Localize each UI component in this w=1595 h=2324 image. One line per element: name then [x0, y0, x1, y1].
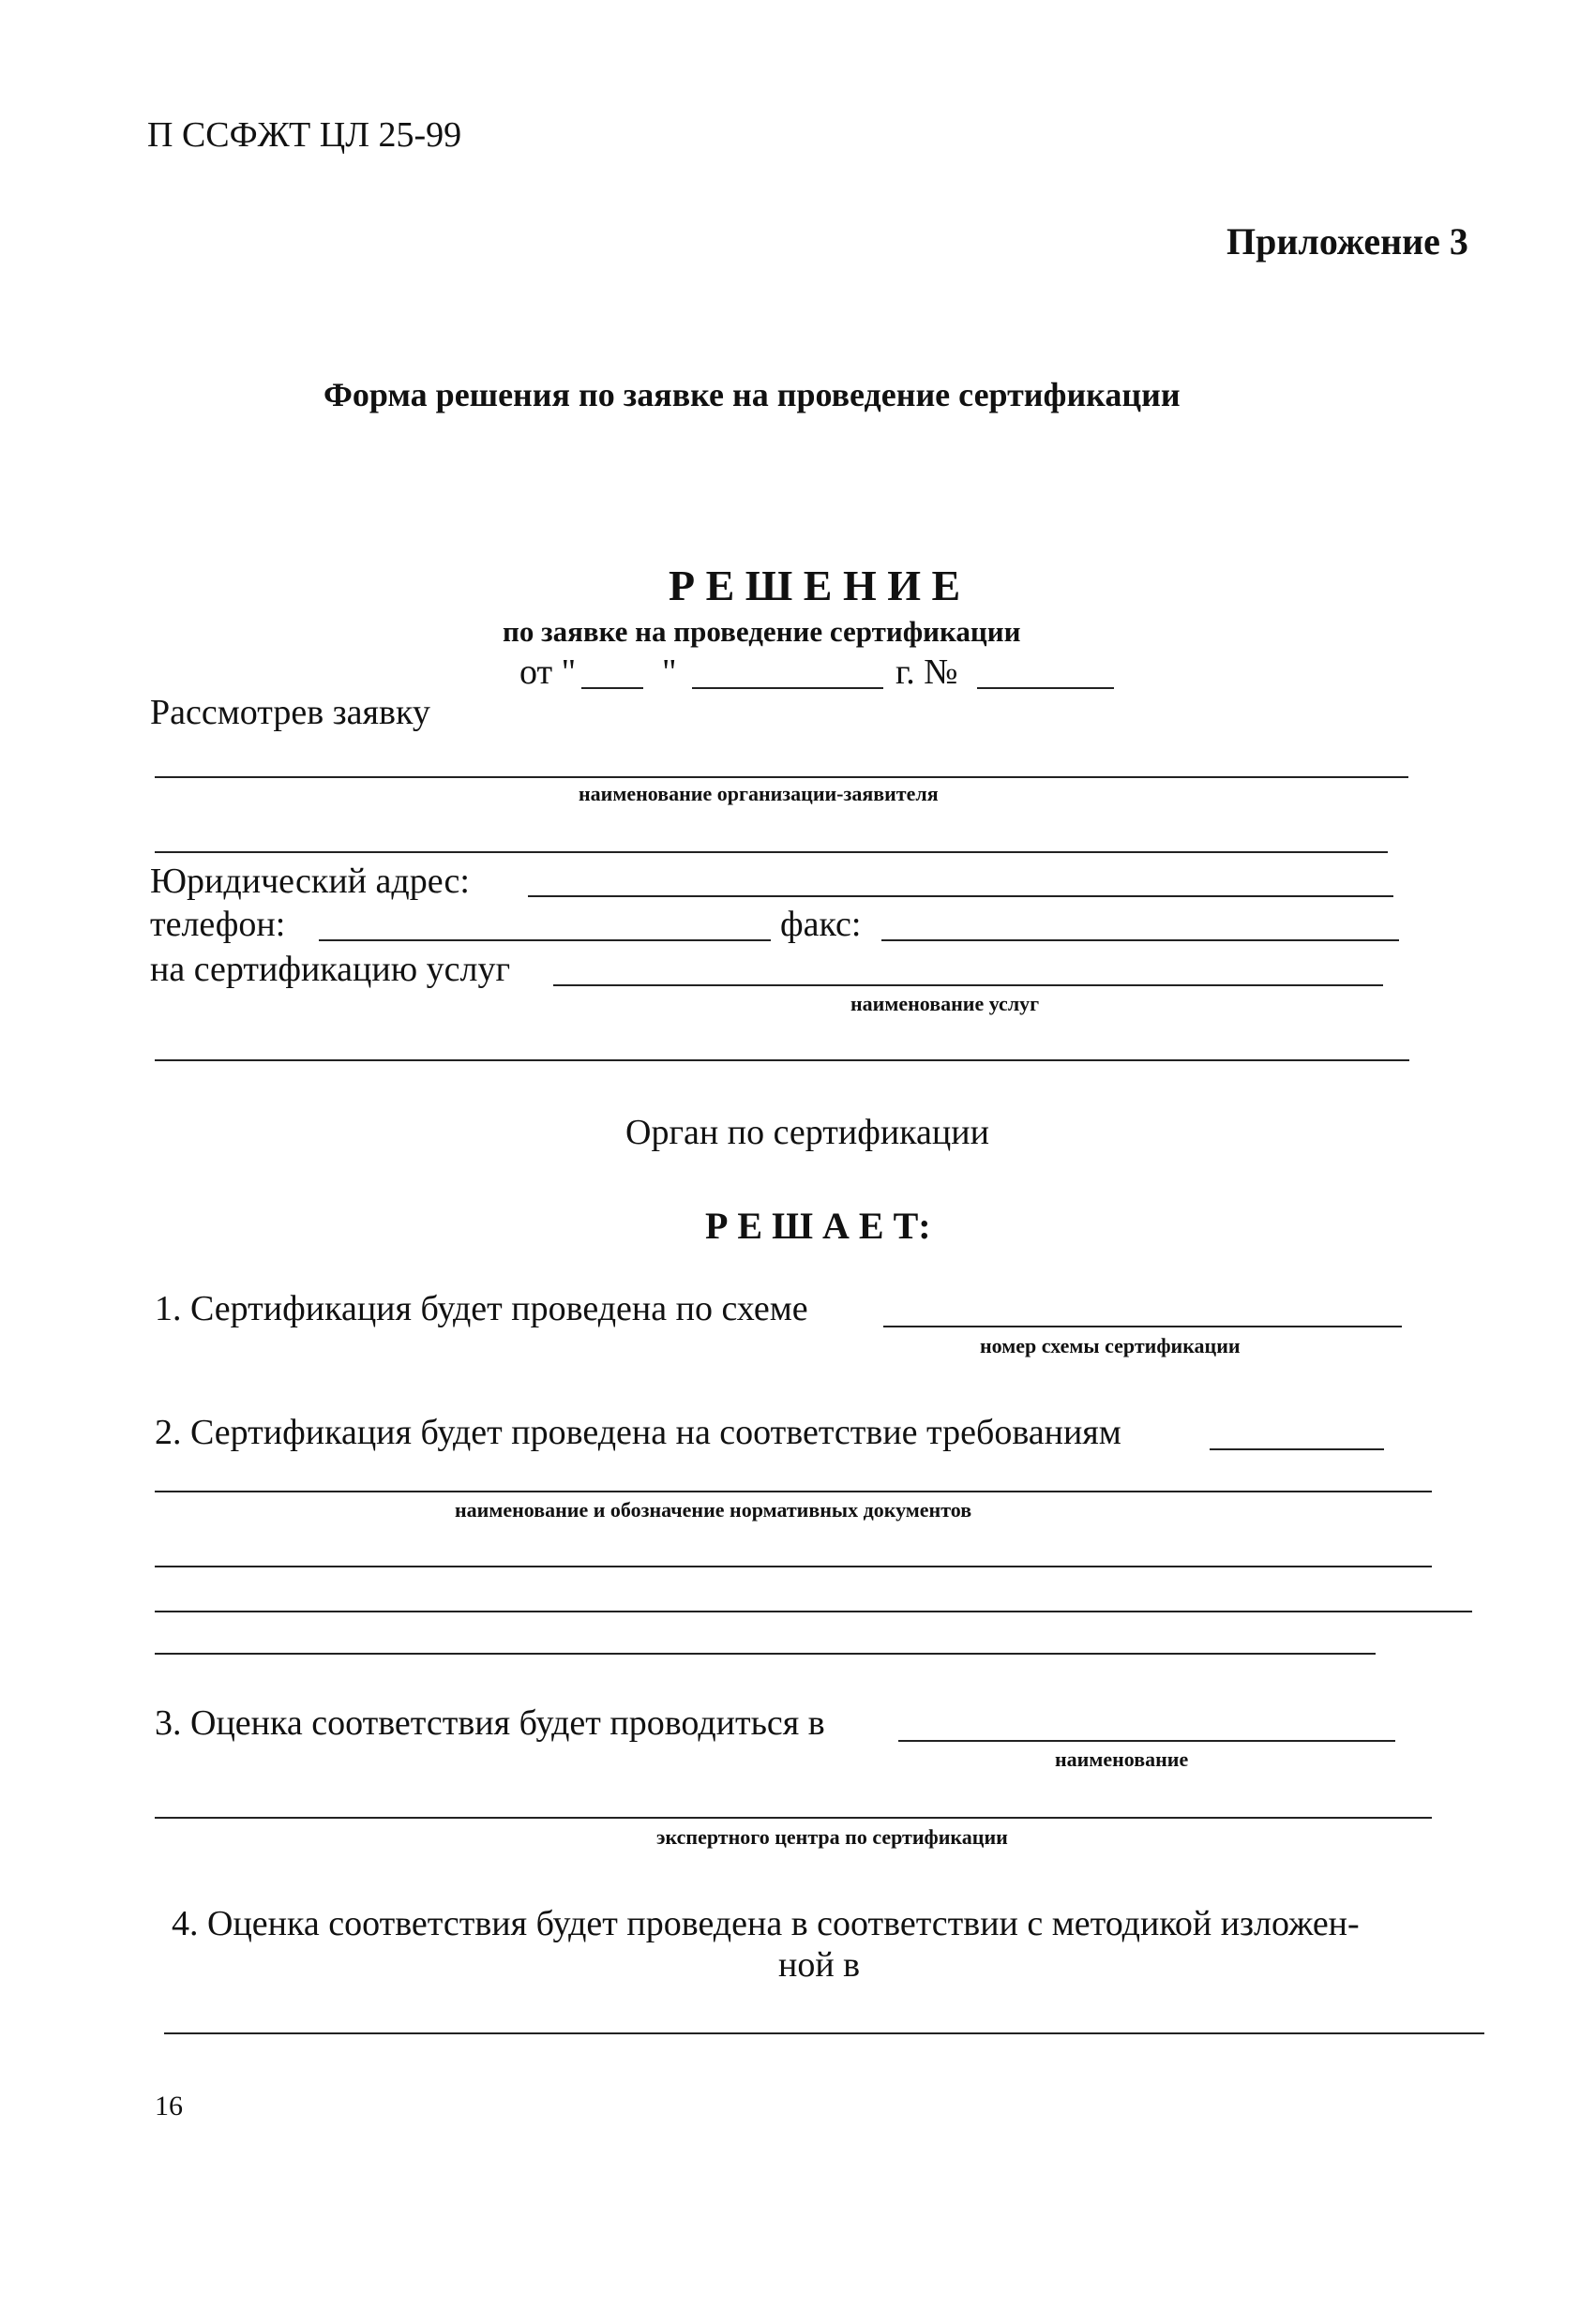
- address-field[interactable]: [528, 895, 1393, 897]
- expert-center-field[interactable]: [898, 1740, 1395, 1742]
- methodology-field[interactable]: [164, 2032, 1484, 2034]
- item3-caption-a: наименование: [1055, 1747, 1189, 1771]
- address-label: Юридический адрес:: [150, 862, 470, 901]
- item2-caption: наименование и обозначение нормативных документов: [455, 1498, 972, 1522]
- requirements-field[interactable]: [1210, 1448, 1384, 1450]
- organ-label: Орган по сертификации: [625, 1113, 989, 1152]
- normative-docs-field-3[interactable]: [155, 1611, 1472, 1612]
- service-caption: наименование услуг: [850, 992, 1040, 1015]
- page-number: 16: [155, 2091, 183, 2122]
- service-field[interactable]: [553, 984, 1383, 986]
- item4-line1: 4. Оценка соответствия будет проведена в соответствии с методикой изложен-: [172, 1904, 1360, 1943]
- normative-docs-field-2[interactable]: [155, 1566, 1432, 1567]
- item2-text: 2. Сертификация будет проведена на соответствие требованиям: [155, 1413, 1121, 1452]
- date-mid-quote: ": [662, 652, 677, 692]
- org-name-field[interactable]: [155, 776, 1408, 778]
- service-label: на сертификацию услуг: [150, 950, 511, 989]
- phone-label: телефон:: [150, 905, 286, 944]
- form-title: Форма решения по заявке на проведение сертификации: [324, 376, 1181, 413]
- date-prefix: от ": [519, 652, 577, 692]
- month-field[interactable]: [692, 687, 883, 689]
- decision-number-field[interactable]: [977, 687, 1114, 689]
- org-name-field-2[interactable]: [155, 851, 1388, 853]
- item1-text: 1. Сертификация будет проведена по схеме: [155, 1289, 808, 1328]
- decides-label: Р Е Ш А Е Т:: [705, 1205, 931, 1247]
- normative-docs-field-4[interactable]: [155, 1653, 1376, 1655]
- considered-label: Рассмотрев заявку: [150, 693, 430, 732]
- item3-text: 3. Оценка соответствия будет проводиться в: [155, 1703, 825, 1743]
- item1-caption: номер схемы сертификации: [980, 1334, 1241, 1357]
- decision-subtitle: по заявке на проведение сертификации: [503, 615, 1021, 648]
- item4-line2: ной в: [778, 1945, 861, 1985]
- scheme-number-field[interactable]: [883, 1326, 1402, 1327]
- org-caption: наименование организации-заявителя: [579, 782, 939, 805]
- expert-center-field-2[interactable]: [155, 1817, 1432, 1819]
- fax-field[interactable]: [881, 939, 1399, 941]
- day-field[interactable]: [581, 687, 643, 689]
- service-field-2[interactable]: [155, 1059, 1409, 1061]
- fax-label: факс:: [780, 905, 862, 944]
- item3-caption-b: экспертного центра по сертификации: [656, 1825, 1008, 1849]
- document-code: П ССФЖТ ЦЛ 25-99: [147, 115, 462, 155]
- phone-field[interactable]: [319, 939, 771, 941]
- appendix-label: Приложение 3: [1226, 220, 1468, 262]
- normative-docs-field[interactable]: [155, 1491, 1432, 1492]
- year-number-label: г. №: [895, 652, 958, 692]
- decision-title: Р Е Ш Е Н И Е: [669, 562, 961, 609]
